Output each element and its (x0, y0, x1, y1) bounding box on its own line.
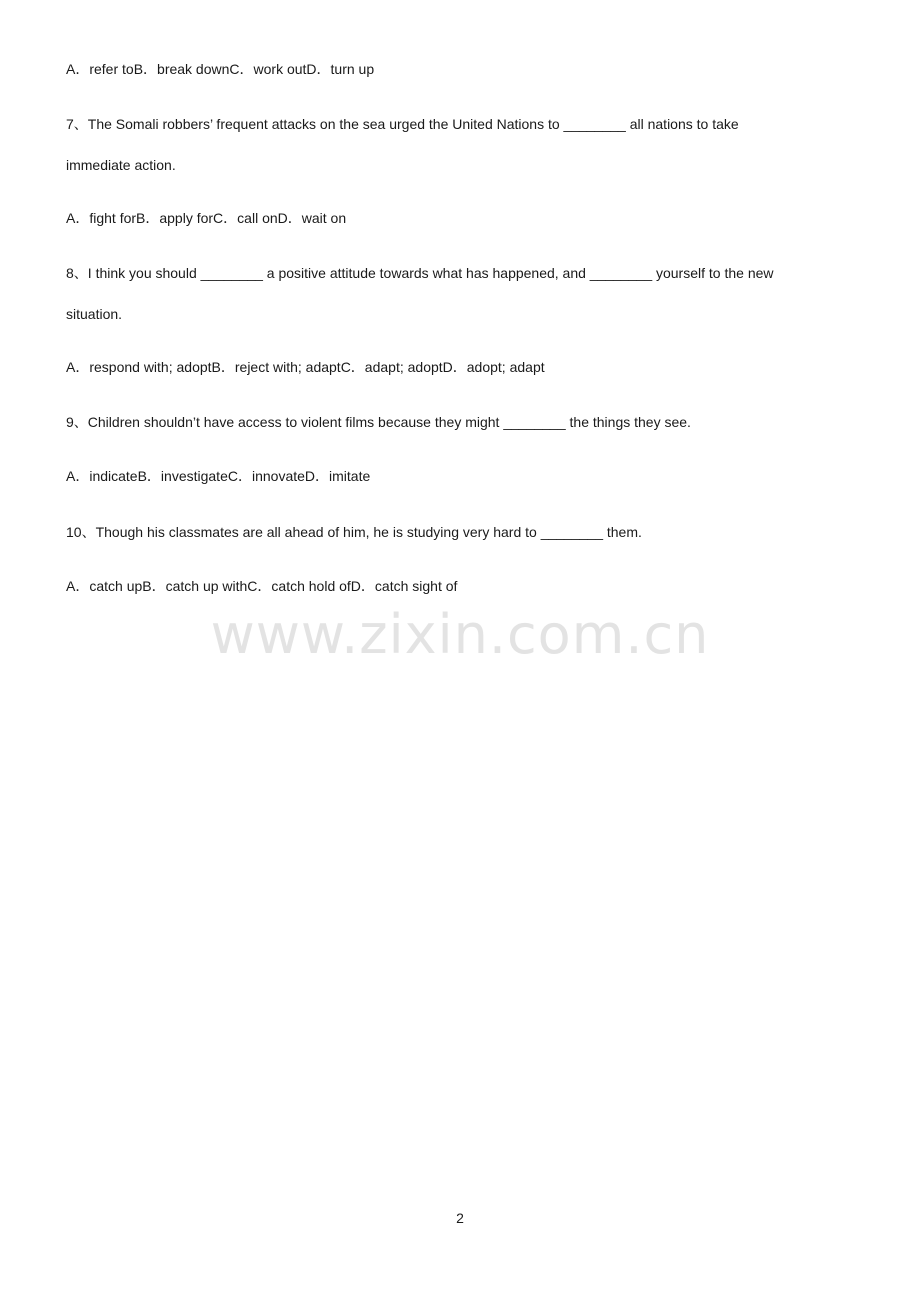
q8-question-line1: 8、I think you should ________ a positive attitude towards what has happened, and ________ yourself to the new (66, 265, 774, 281)
page-number: 2 (456, 1210, 464, 1226)
q10-question: 10、Though his classmates are all ahead of him, he is studying very hard to ________ them. (66, 524, 642, 540)
q6-options: A．refer toB．break downC．work outD．turn up (66, 61, 375, 77)
watermark: www.zixin.com.cn (210, 603, 710, 666)
q7-question-line1: 7、The Somali robbers’ frequent attacks on the sea urged the United Nations to ________ all nations to take (66, 116, 739, 132)
q9-question: 9、Children shouldn’t have access to violent films because they might ________ the things they see. (66, 414, 691, 430)
q8-options: A．respond with; adoptB．reject with; adaptC．adapt; adoptD．adopt; adapt (66, 359, 545, 375)
q10-options: A．catch upB．catch up withC．catch hold ofD．catch sight of (66, 578, 458, 594)
q7-options: A．fight forB．apply forC．call onD．wait on (66, 210, 347, 226)
q9-options: A．indicateB．investigateC．innovateD．imitate (66, 468, 371, 484)
q7-question-line2: immediate action. (66, 157, 176, 173)
q8-question-line2: situation. (66, 306, 123, 322)
